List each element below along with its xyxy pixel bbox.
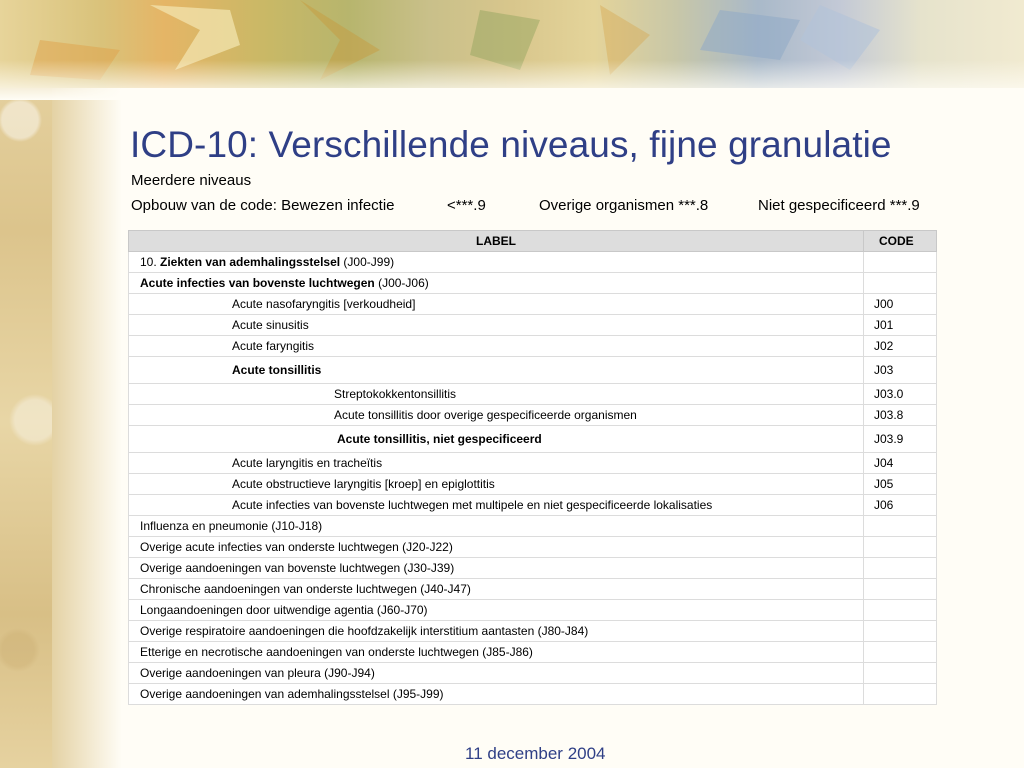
- group-label: Etterige en necrotische aandoeningen van onderste luchtwegen (J85-J86): [129, 642, 864, 663]
- row-label: Streptokokkentonsillitis: [129, 384, 864, 405]
- row-code: J03: [864, 357, 937, 384]
- table-row-tonsillitis: [129, 357, 937, 384]
- chapter-number: 10.: [140, 255, 161, 269]
- chapter-range: (J00-J99): [340, 255, 395, 269]
- group-label: Overige acute infecties van onderste luchtwegen (J20-J22): [129, 537, 864, 558]
- row-label: Acute tonsillitis: [129, 357, 864, 384]
- parchment-fade: [52, 0, 122, 768]
- table-row: [129, 474, 937, 495]
- table-row: [129, 384, 937, 405]
- group-code: [864, 537, 937, 558]
- group-code: [864, 579, 937, 600]
- table-row: [129, 495, 937, 516]
- icd-table: [128, 230, 937, 705]
- code-column-header: CODE: [864, 231, 937, 252]
- row-label: Acute nasofaryngitis [verkoudheid]: [129, 294, 864, 315]
- table-row: [129, 294, 937, 315]
- group-label: Chronische aandoeningen van onderste luchtwegen (J40-J47): [129, 579, 864, 600]
- row-code: J02: [864, 336, 937, 357]
- group-row: [129, 663, 937, 684]
- structure-label: Opbouw van de code: Bewezen infectie: [131, 197, 395, 214]
- row-code: J05: [864, 474, 937, 495]
- group-code: [864, 600, 937, 621]
- table-row: [129, 405, 937, 426]
- footer-date: 11 december 2004: [465, 744, 606, 763]
- row-code: J01: [864, 315, 937, 336]
- slide-subtitle: Meerdere niveaus: [131, 172, 252, 189]
- group-row: [129, 273, 937, 294]
- row-code: J00: [864, 294, 937, 315]
- group-row: [129, 642, 937, 663]
- group-row: [129, 684, 937, 705]
- table-row: [129, 315, 937, 336]
- parchment-background: [0, 0, 52, 768]
- group-label: Overige aandoeningen van bovenste luchtwegen (J30-J39): [129, 558, 864, 579]
- chapter-name: Ziekten van ademhalingsstelsel: [160, 255, 341, 269]
- group-code: [864, 684, 937, 705]
- row-label: Acute tonsillitis door overige gespecificeerde organismen: [129, 405, 864, 426]
- group-code: [864, 621, 937, 642]
- group-code: [864, 516, 937, 537]
- row-code: J03.8: [864, 405, 937, 426]
- table-row: [129, 453, 937, 474]
- group-label: Overige aandoeningen van ademhalingsstelsel (J95-J99): [129, 684, 864, 705]
- row-code: J03.9: [864, 426, 937, 453]
- group-row: [129, 600, 937, 621]
- row-code: J03.0: [864, 384, 937, 405]
- group-range: (J00-J06): [374, 276, 429, 290]
- row-label: Acute obstructieve laryngitis [kroep] en epiglottitis: [129, 474, 864, 495]
- label-column-header: LABEL: [129, 231, 864, 252]
- group-name: Acute infecties van bovenste luchtwegen: [140, 276, 375, 290]
- chapter-row: [129, 252, 937, 273]
- group-label: Overige respiratoire aandoeningen die hoofdzakelijk interstitium aantasten (J80-J84): [129, 621, 864, 642]
- row-code: J04: [864, 453, 937, 474]
- group-row: [129, 537, 937, 558]
- group-label: [129, 273, 864, 294]
- structure-other: Overige organismen ***.8: [539, 197, 709, 214]
- table-row: [129, 426, 937, 453]
- group-row: [129, 558, 937, 579]
- table-header-row: [129, 231, 937, 252]
- group-label: Longaandoeningen door uitwendige agentia (J60-J70): [129, 600, 864, 621]
- group-code: [864, 558, 937, 579]
- row-label: Acute laryngitis en tracheïtis: [129, 453, 864, 474]
- group-code: [864, 663, 937, 684]
- table-row: [129, 336, 937, 357]
- group-code: [864, 273, 937, 294]
- structure-proven: <***.9: [447, 197, 486, 214]
- row-label: Acute tonsillitis, niet gespecificeerd: [129, 426, 864, 453]
- banner-fade: [0, 60, 1024, 100]
- slide-title: ICD-10: Verschillende niveaus, fijne granulatie: [130, 124, 892, 165]
- row-label: Acute infecties van bovenste luchtwegen met multipele en niet gespecificeerde lokalisaties: [129, 495, 864, 516]
- group-label: Overige aandoeningen van pleura (J90-J94): [129, 663, 864, 684]
- row-label: Acute sinusitis: [129, 315, 864, 336]
- group-row: [129, 621, 937, 642]
- structure-unspecified: Niet gespecificeerd ***.9: [758, 197, 920, 214]
- row-code: J06: [864, 495, 937, 516]
- group-row: [129, 579, 937, 600]
- row-label: Acute faryngitis: [129, 336, 864, 357]
- chapter-code: [864, 252, 937, 273]
- group-label: Influenza en pneumonie (J10-J18): [129, 516, 864, 537]
- group-code: [864, 642, 937, 663]
- group-row: [129, 516, 937, 537]
- chapter-label: [129, 252, 864, 273]
